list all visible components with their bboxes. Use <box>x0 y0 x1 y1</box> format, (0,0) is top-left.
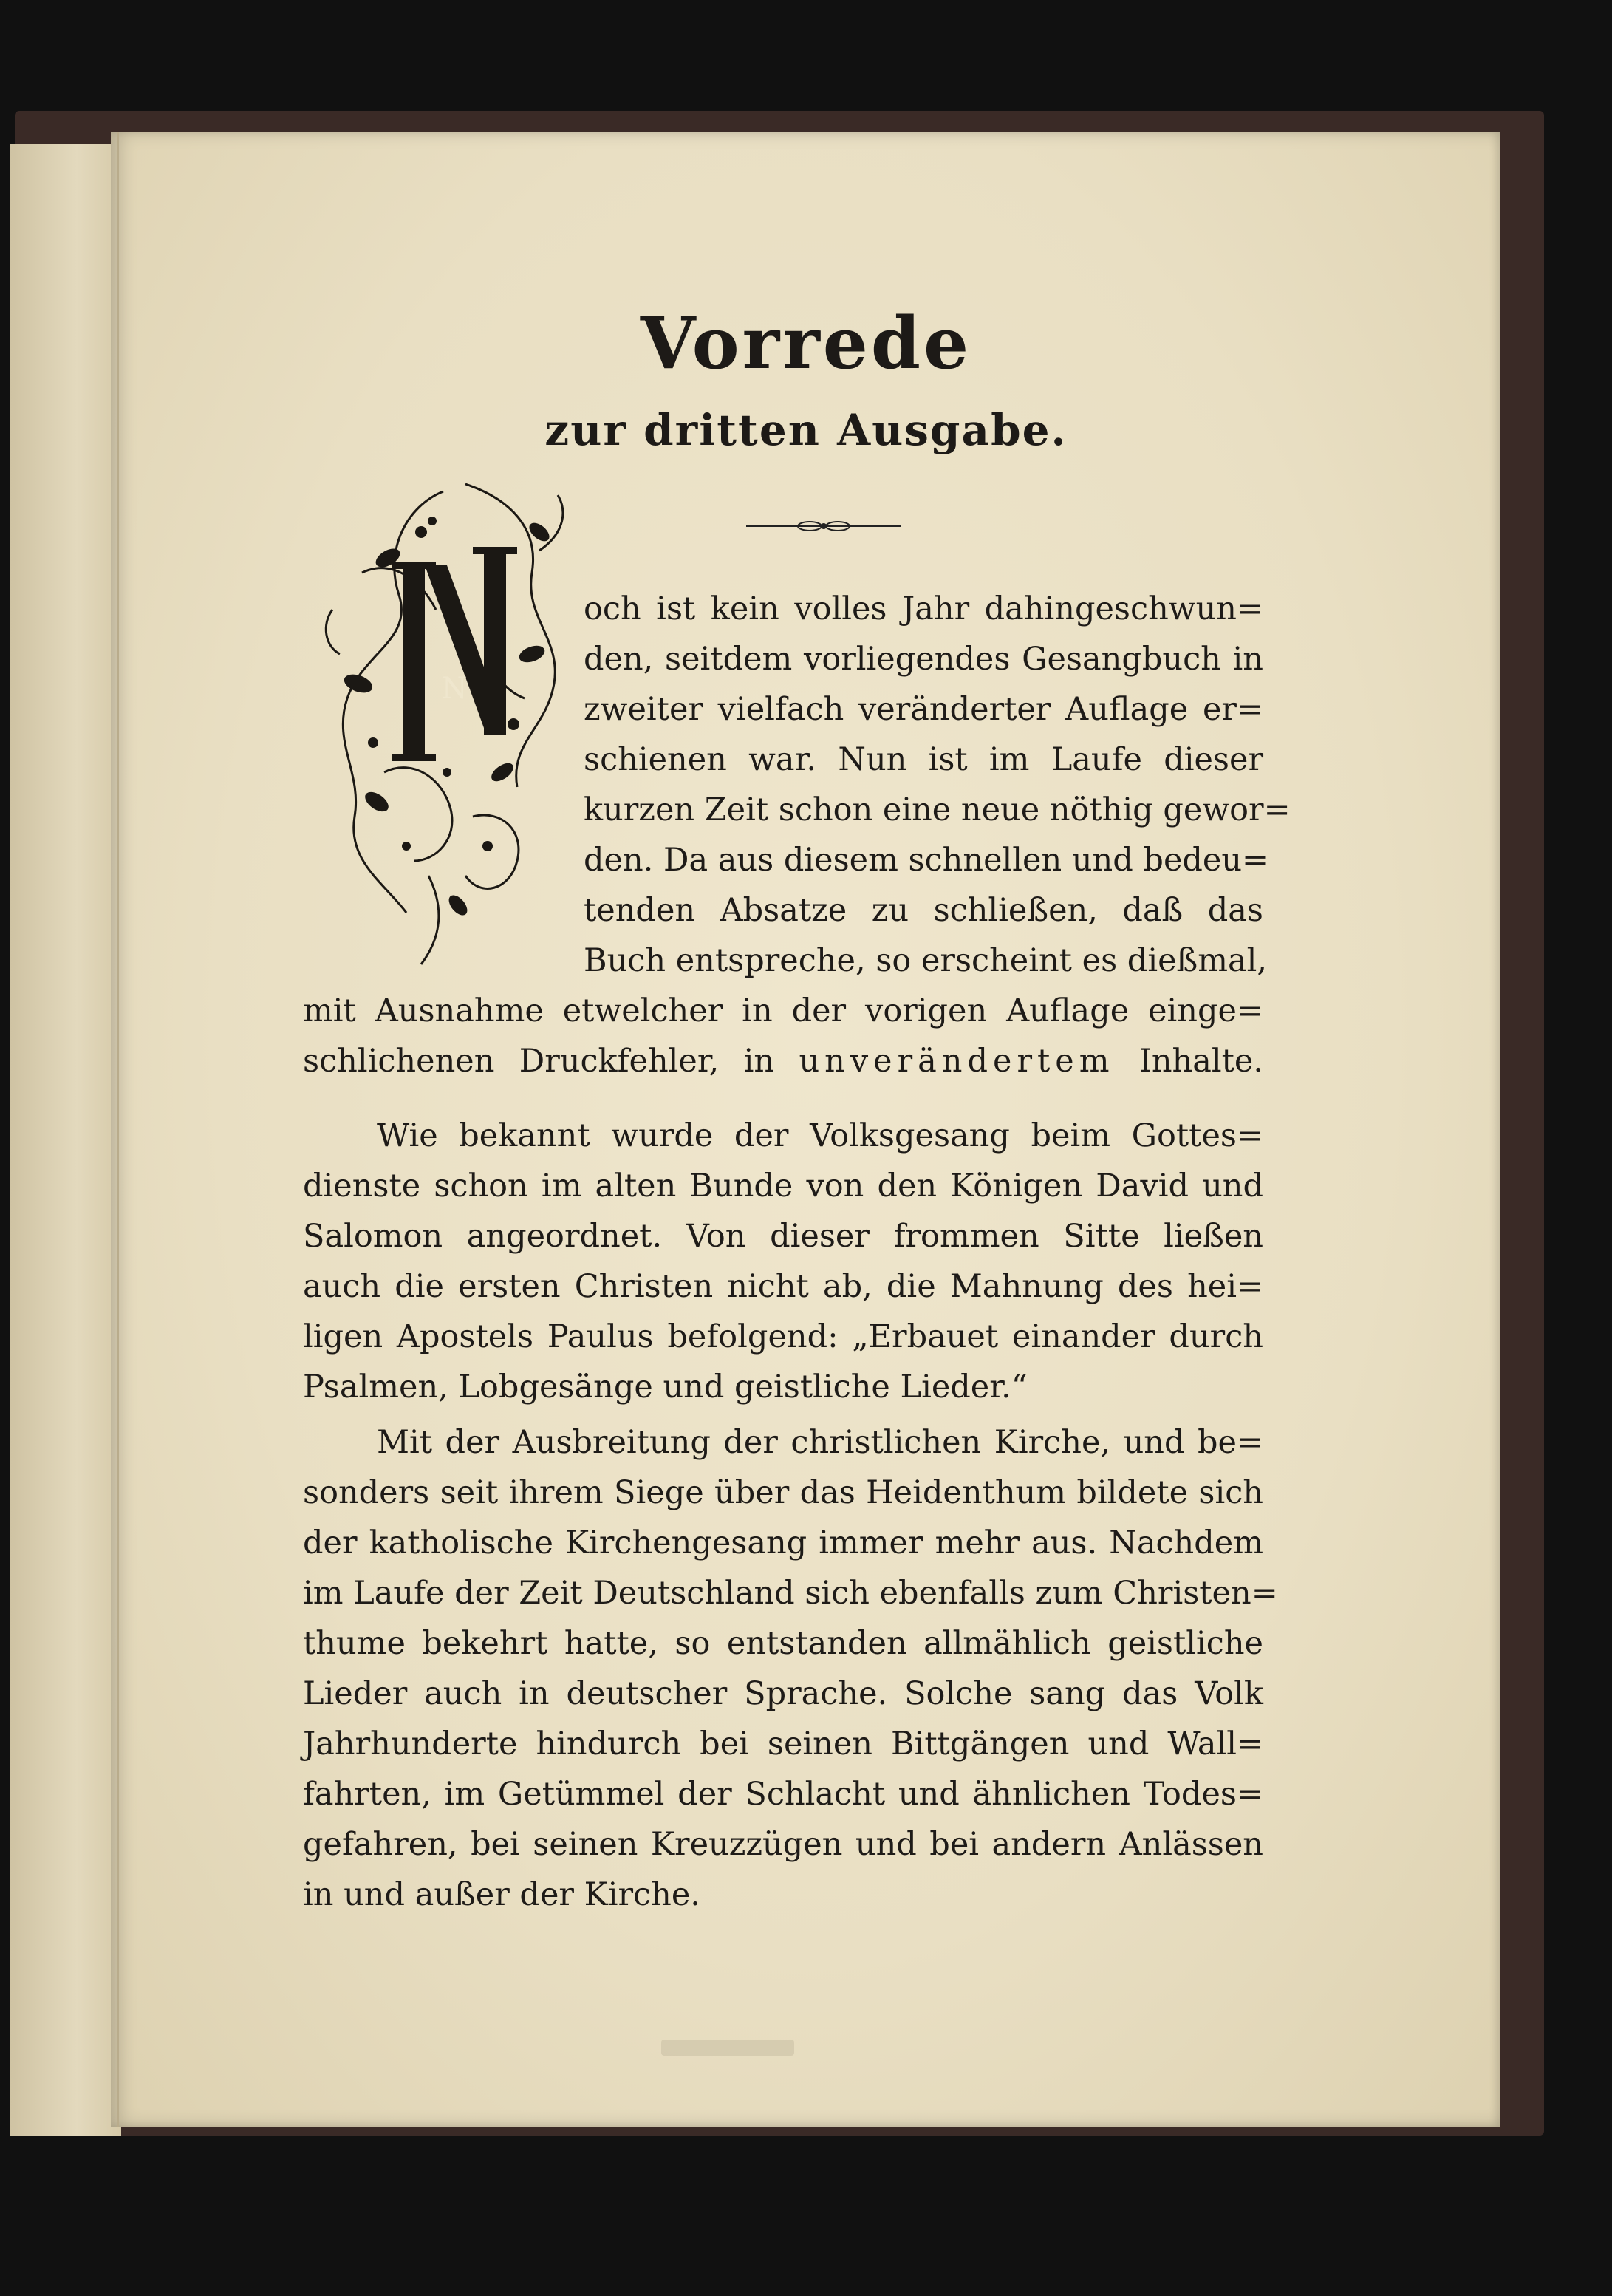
paragraph-2 <box>303 1111 1263 1412</box>
text-line: in und außer der Kirche. <box>303 1876 700 1913</box>
text-line: fahrten, im Getümmel der Schlacht und ähnlichen Todes= <box>303 1776 1263 1813</box>
text-line: Jahrhunderte hindurch bei seinen Bittgängen und Wall= <box>303 1726 1263 1762</box>
text-line: den. Da aus diesem schnellen und bedeu= <box>584 842 1269 879</box>
text-line: Psalmen, Lobgesänge und geistliche Lieder.“ <box>303 1369 1028 1406</box>
text-line: schienen war. Nun ist im Laufe dieser <box>584 741 1263 778</box>
faint-library-stamp <box>661 2040 794 2056</box>
text-line: thume bekehrt hatte, so entstanden allmählich geistliche <box>303 1625 1263 1662</box>
text-line: Salomon angeordnet. Von dieser frommen Sitte ließen <box>303 1218 1263 1255</box>
paragraph-1-indented <box>584 584 1291 986</box>
text-line: den, seitdem vorliegendes Gesangbuch in <box>584 641 1263 678</box>
decorated-initial-letter <box>318 462 573 979</box>
text-line: tenden Absatze zu schließen, daß das <box>584 892 1263 929</box>
text-line: ligen Apostels Paulus befolgend: „Erbauet einander durch <box>303 1318 1263 1355</box>
text-line: mit Ausnahme etwelcher in der vorigen Auflage einge= <box>303 992 1263 1029</box>
text-segment: Inhalte. <box>1138 1043 1263 1080</box>
text-line-emphasis <box>303 1036 1263 1086</box>
text-line: Mit der Ausbreitung der christlichen Kirche, und be= <box>377 1424 1263 1461</box>
page-title: Vorrede <box>640 302 972 385</box>
text-line: dienste schon im alten Bunde von den Königen David und <box>303 1168 1263 1205</box>
ornamental-rule <box>746 519 901 534</box>
text-line: Buch entspreche, so erscheint es dießmal, <box>584 942 1268 979</box>
text-segment: schlichenen Druckfehler, in <box>303 1043 775 1080</box>
text-line: och ist kein volles Jahr dahingeschwun= <box>584 590 1263 627</box>
text-line: auch die ersten Christen nicht ab, die Mahnung des hei= <box>303 1268 1263 1305</box>
text-line: der katholische Kirchengesang immer mehr aus. Nachdem <box>303 1525 1263 1561</box>
paragraph-1-continued <box>303 986 1263 1086</box>
text-line: im Laufe der Zeit Deutschland sich ebenfalls zum Christen= <box>303 1575 1278 1612</box>
text-line: zweiter vielfach veränderter Auflage er= <box>584 691 1263 728</box>
text-line: Lieder auch in deutscher Sprache. Solche sang das Volk <box>303 1675 1263 1712</box>
text-line: gefahren, bei seinen Kreuzzügen und bei andern Anlässen <box>303 1826 1263 1863</box>
text-line: kurzen Zeit schon eine neue nöthig gewor= <box>584 791 1291 828</box>
spaced-emphasis: unverändertem <box>799 1043 1115 1080</box>
paragraph-3 <box>303 1417 1278 1920</box>
page-subtitle: zur dritten Ausgabe. <box>544 405 1068 455</box>
text-line: sonders seit ihrem Siege über das Heidenthum bildete sich <box>303 1474 1263 1511</box>
text-line: Wie bekannt wurde der Volksgesang beim Gottes= <box>377 1117 1263 1154</box>
initial-letter-glyph: N <box>441 672 468 706</box>
